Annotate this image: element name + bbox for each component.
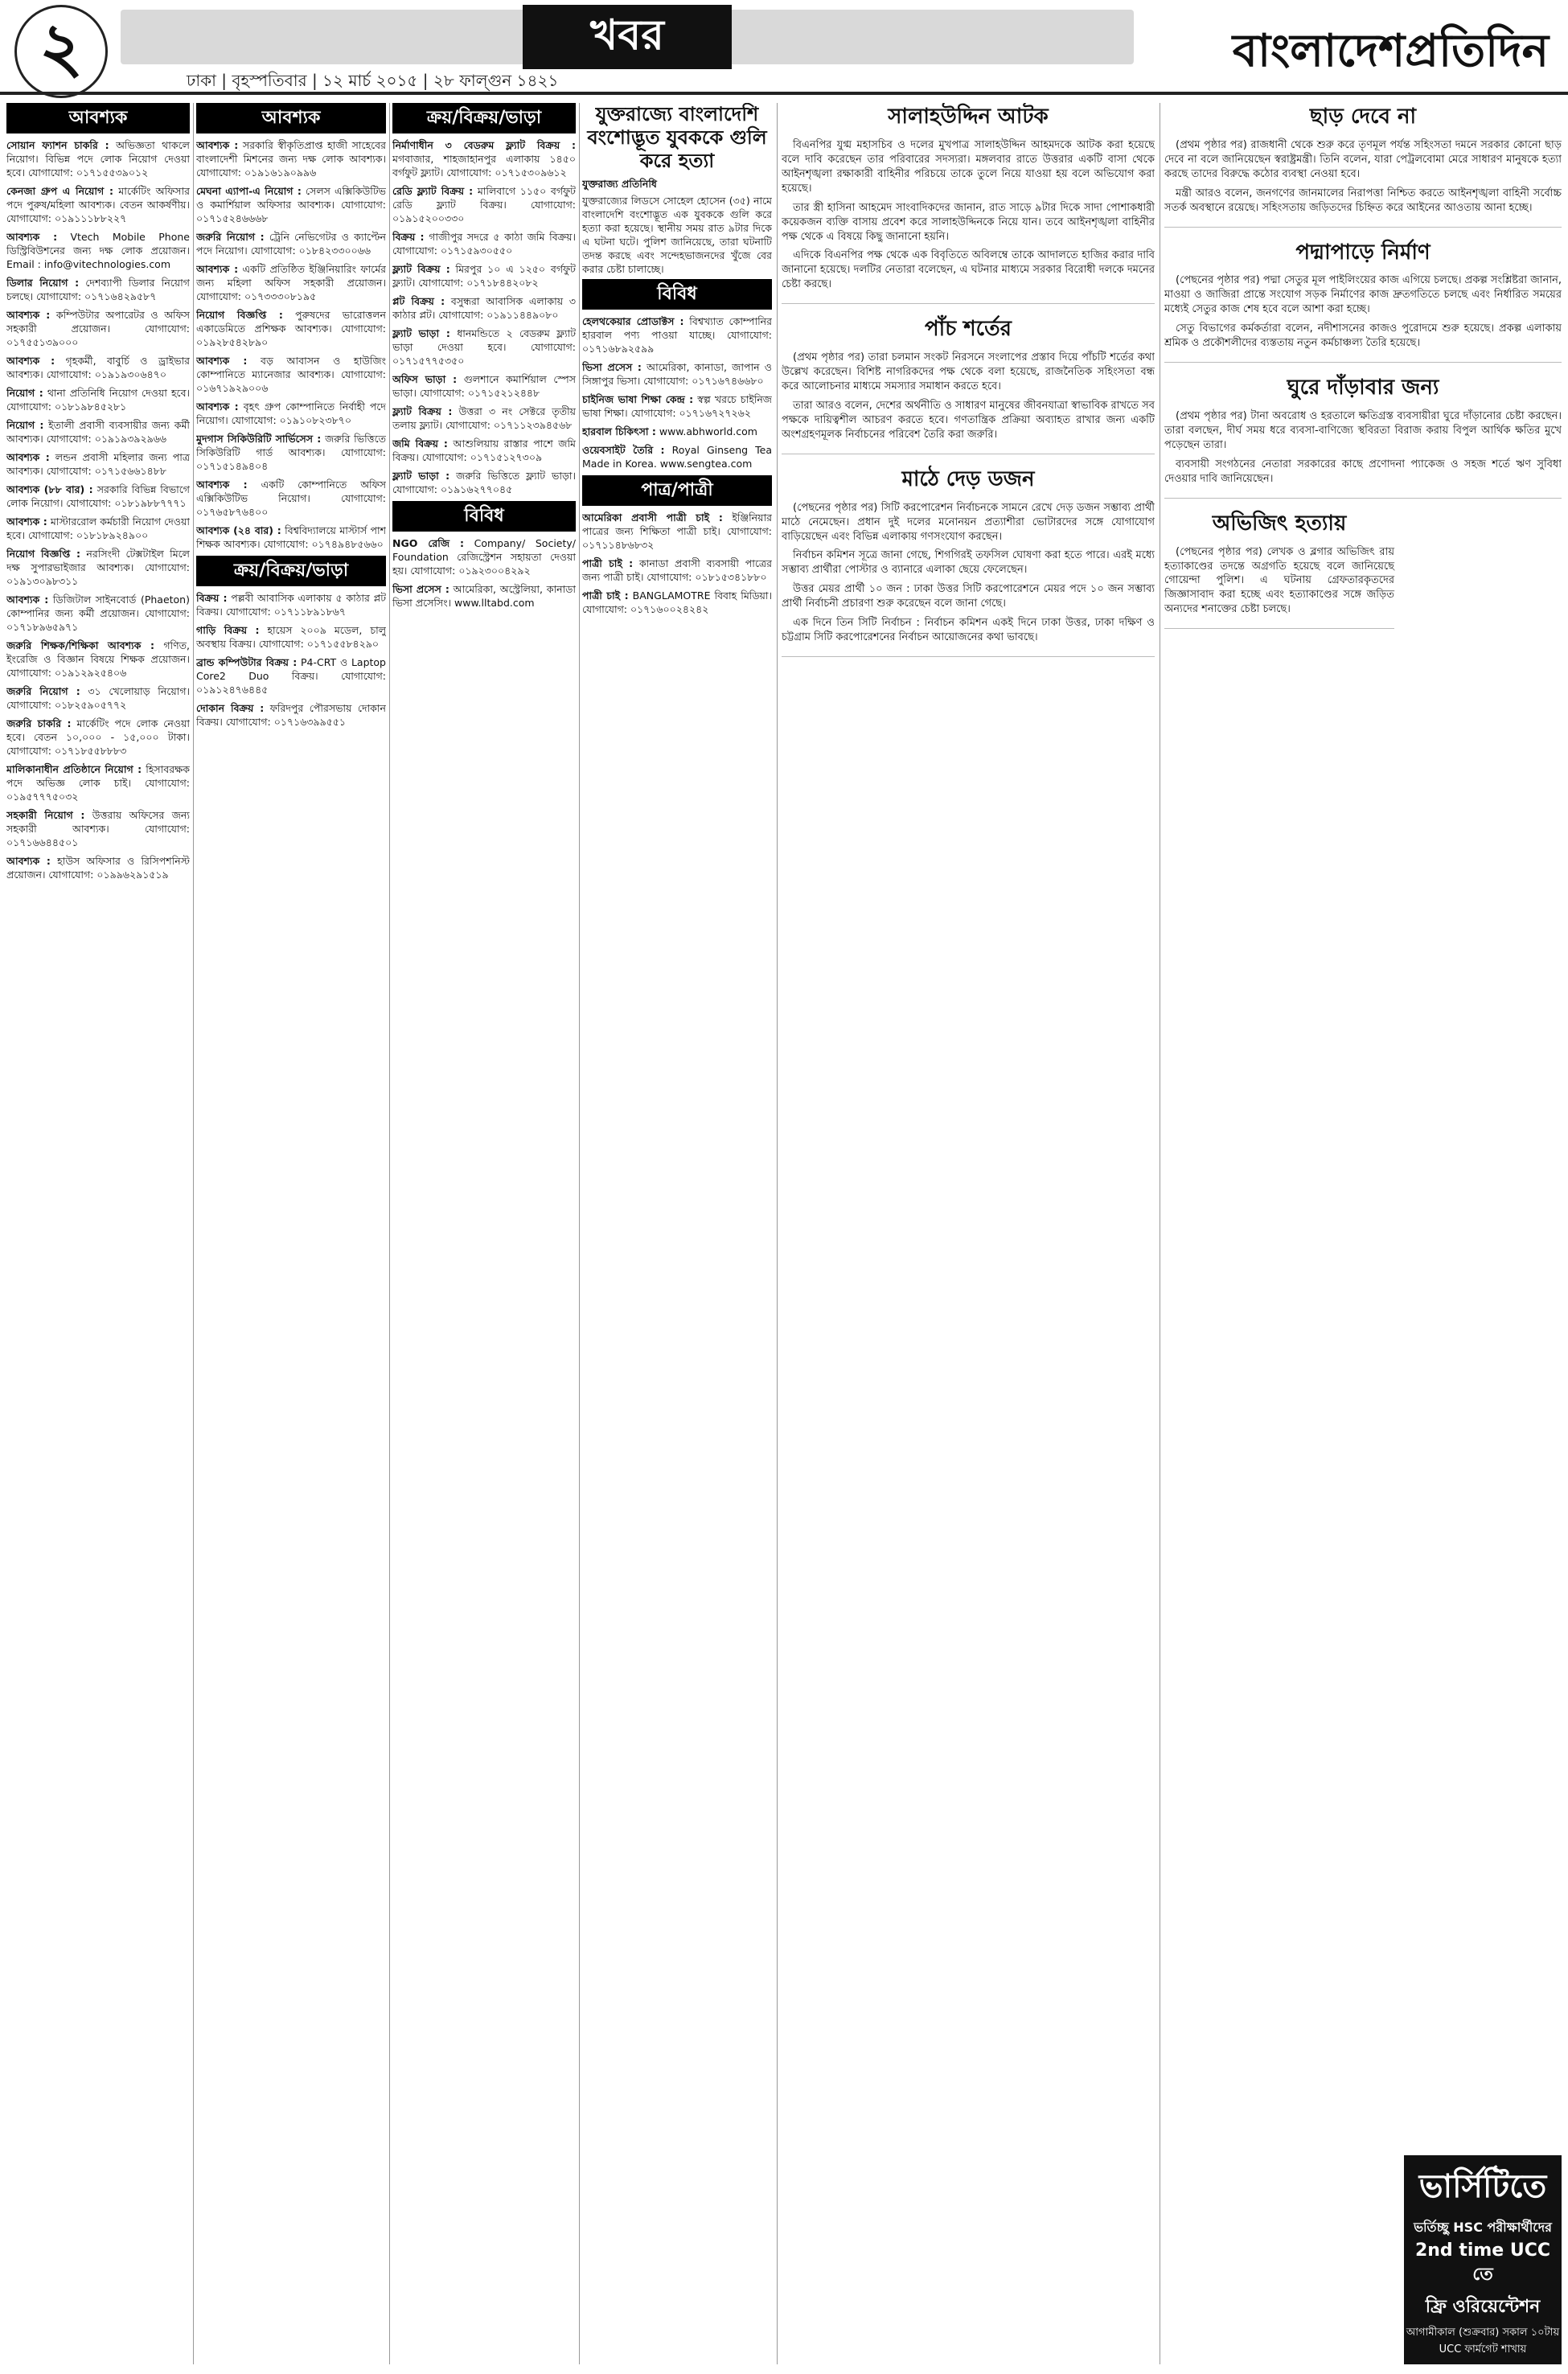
- classified-column-4: [582, 103, 772, 2364]
- promo-line: ভার্সিটিতে: [1418, 2168, 1547, 2206]
- story-paragraph: সেতু বিভাগের কর্মকর্তারা বলেন, নদীশাসনের কাজও পুরোদমে শুরু হয়েছে। প্রকল্প এলাকায় শ্রমিক ও প্রকৌশলীদের ব্যস্ততায় নতুন কর্মচাঞ্চল্য তৈরি হয়েছে।: [1164, 322, 1562, 350]
- column-divider: [579, 103, 580, 2364]
- column-divider: [389, 103, 390, 2364]
- story-headline: পদ্মাপাড়ে নির্মাণ: [1295, 240, 1430, 265]
- classified-ad: প্লট বিক্রয় : বসুন্ধরা আবাসিক এলাকায় ৩ কাঠার প্লট। যোগাযোগ: ০১৯১১৪৪৯০৮০: [392, 294, 576, 321]
- classified-ad: আবশ্যক : গৃহকর্মী, বাবুর্চি ও ড্রাইভার আবশ্যক। যোগাযোগ: ০১৯১৯৩০৬৪৭০: [6, 354, 190, 380]
- story-paragraph: নির্বাচন কমিশন সূত্রে জানা গেছে, শিগগিরই তফসিল ঘোষণা করা হতে পারে। এরই মধ্যে সম্ভাব্য প্রার্থীরা পোস্টার ও ব্যানারে এলাকা ছেয়ে ফেলেছেন।: [782, 549, 1155, 577]
- news-story: [782, 103, 1155, 304]
- story-paragraph: (পেছনের পৃষ্ঠার পর) লেখক ও ব্লগার অভিজিৎ রায় হত্যাকাণ্ডের তদন্তে অগ্রগতি হয়েছে বলে জানিয়েছে গোয়েন্দা পুলিশ। এ ঘটনায় গ্রেফতারকৃতদের জিজ্ঞাসাবাদ করা হচ্ছে এবং হত্যাকাণ্ডের সঙ্গে জড়িত অন্যদের শনাক্তের চেষ্টা চলছে।: [1164, 545, 1394, 616]
- masthead: [0, 0, 1568, 90]
- classified-ad: জরুরি নিয়োগ : ৩১ খেলোয়াড় নিয়োগ। যোগাযোগ: ০১৮২৫৯০৫৭৭২: [6, 684, 190, 711]
- classified-ad: আবশ্যক (২৪ বার) : বিশ্ববিদ্যালয়ে মাস্টার্স পাশ শিক্ষক আবশ্যক। যোগাযোগ: ০১৭৪৯৪৮৫৬৬০: [196, 524, 386, 550]
- story-headline: ছাড় দেবে না: [1309, 105, 1417, 129]
- section-band: [121, 10, 1134, 64]
- news-story: [782, 466, 1155, 657]
- dateline: ঢাকা | বৃহস্পতিবার | ১২ মার্চ ২০১৫ | ২৮ ফাল্গুন ১৪২১: [187, 71, 559, 90]
- classified-ad: পাত্রী চাই : BANGLAMOTRE বিবাহ মিডিয়া। যোগাযোগ: ০১৭১৬০০২৪২৪২: [582, 589, 772, 616]
- classified-ad: নিয়োগ বিজ্ঞপ্তি : পুরুষদের ভারোত্তলন একাডেমিতে প্রশিক্ষক আবশ্যক। যোগাযোগ: ০১৯২৮৫৪২৮৯০: [196, 308, 386, 348]
- classified-ad: নির্মাণাধীন ৩ বেডরুম ফ্ল্যাট বিক্রয় : মগবাজার, শাহজাহানপুর এলাকায় ১৪৫০ বর্গফুট ফ্ল্যাট। যোগাযোগ: ০১৭১৫৩০৯৬১২: [392, 138, 576, 179]
- classified-ad: NGO রেজি : Company/ Society/ Foundation রেজিস্ট্রেশন সহায়তা দেওয়া হয়। যোগাযোগ: ০১৯২৩০০৪২৯২: [392, 536, 576, 577]
- ad-list: [582, 314, 772, 470]
- section-header: ক্রয়/বিক্রয়/ভাড়া: [196, 556, 386, 586]
- story-paragraph: উত্তর মেয়র প্রার্থী ১০ জন : ঢাকা উত্তর সিটি করপোরেশনে মেয়র পদে ১০ জন সম্ভাব্য প্রার্থী নির্বাচনী প্রচারণা শুরু করেছেন বলে জানা গেছে।: [782, 583, 1155, 610]
- classified-column-2: [196, 103, 386, 2364]
- classified-ad: চাইনিজ ভাষা শিক্ষা কেন্দ্র : স্বল্প খরচে চাইনিজ ভাষা শিক্ষা। যোগাযোগ: ০১৭১৬৭২৭২৬২: [582, 393, 772, 420]
- classified-ad: ব্রান্ড কম্পিউটার বিক্রয় : P4-CRT ও Laptop Core2 Duo বিক্রয়। যোগাযোগ: ০১৯১২৪৭৬৪৪৫: [196, 655, 386, 696]
- promo-advertisement: [1404, 2155, 1562, 2364]
- classified-ad: আবশ্যক : একটি কোম্পানিতে অফিস এক্সিকিউটিভ নিয়োগ। যোগাযোগ: ০১৭৬৫৮৭৬৪০০: [196, 478, 386, 518]
- classified-ad: মালিকানাধীন প্রতিষ্ঠানে নিয়োগ : হিসাবরক্ষক পদে অভিজ্ঞ লোক চাই। যোগাযোগ: ০১৯৫৭৭৭৫০৩২: [6, 762, 190, 803]
- classified-ad: সোয়ান ফ্যাশন চাকরি : অভিজ্ঞতা থাকলে নিয়োগ। বিভিন্ন পদে লোক নিয়োগ দেওয়া হবে। যোগাযোগ: ০১৭১৫৫৩৯০১২: [6, 138, 190, 179]
- story-body: [782, 351, 1155, 442]
- classified-ad: ডিলার নিয়োগ : দেশব্যাপী ডিলার নিয়োগ চলছে। যোগাযোগ: ০১৭১৬৪২৯৫৮৭: [6, 276, 190, 302]
- classified-ad: জরুরি নিয়োগ : ট্রেনি নেভিগেটর ও ক্যাপ্টেন পদে নিয়োগ। যোগাযোগ: ০১৮৪২৩৩০০৬৬: [196, 230, 386, 257]
- classified-ad: আবশ্যক : ডিজিটাল সাইনবোর্ড (Phaeton) কোম্পানির জন্য কর্মী প্রয়োজন। যোগাযোগ: ০১৭১৮৯৬৫৯৭১: [6, 593, 190, 633]
- news-headline: যুক্তরাজ্যে বাংলাদেশি বংশোদ্ভূত যুবককে গুলি করে হত্যা: [587, 103, 767, 172]
- promo-line: ভর্তিচ্ছু HSC পরীক্ষার্থীদের: [1414, 2219, 1552, 2235]
- ad-list: [392, 138, 576, 496]
- story-paragraph: তার স্ত্রী হাসিনা আহমেদ সাংবাদিকদের জানান, রাত সাড়ে ৯টার দিকে সাদা পোশাকধারী কয়েকজন ব্যক্তি বাসায় প্রবেশ করে সালাহউদ্দিনকে নিয়ে যান। তবে আইনশৃঙ্খলা বাহিনীর পক্ষ থেকে এ বিষয়ে কিছু জানানো হয়নি।: [782, 201, 1155, 243]
- classified-column-3: [392, 103, 576, 2364]
- classified-ad: আবশ্যক : Vtech Mobile Phone ডিস্ট্রিবিউশনের জন্য দক্ষ লোক প্রয়োজন। Email : info@vitechnologies.com: [6, 230, 190, 270]
- section-header: আবশ্যক: [196, 103, 386, 133]
- ad-list: [582, 511, 772, 616]
- story-body: [1164, 545, 1394, 618]
- column-divider: [193, 103, 194, 2364]
- section-title: খবর: [523, 5, 732, 69]
- classified-ad: আবশ্যক (৮৮ বার) : সরকারি বিভিন্ন বিভাগে লোক নিয়োগ। যোগাযোগ: ০১৮১৯৮৮৭৭৭১: [6, 483, 190, 509]
- classified-ad: আবশ্যক : হাউস অফিসার ও রিসিপশনিস্ট প্রয়োজন। যোগাযোগ: ০১৯৯৬২৯১৫১৯: [6, 854, 190, 881]
- story-paragraph: (পেছনের পৃষ্ঠার পর) পদ্মা সেতুর মূল পাইলিংয়ের কাজ এগিয়ে চলছে। প্রকল্প সংশ্লিষ্টরা জানান, মাওয়া ও জাজিরা প্রান্তে সংযোগ সড়ক নির্মাণের কাজ দ্রুতগতিতে চলছে এবং নির্ধারিত সময়ের মধ্যেই সেতুর কাজ শেষ হবে বলে আশা করা হচ্ছে।: [1164, 274, 1562, 316]
- story-body: [782, 501, 1155, 645]
- page-number: ২: [14, 5, 108, 98]
- classified-ad: রেডি ফ্ল্যাট বিক্রয় : মালিবাগে ১১৫০ বর্গফুট রেডি ফ্ল্যাট বিক্রয়। যোগাযোগ: ০১৯১৫২০০৩৩০: [392, 184, 576, 224]
- classified-ad: কেনজা গ্রুপ এ নিয়োগ : মার্কেটিং অফিসার পদে পুরুষ/মহিলা আবশ্যক। বেতন আকর্ষণীয়। যোগাযোগ: ০১৯১১১৮৮২২৭: [6, 184, 190, 224]
- classified-ad: ফ্ল্যাট বিক্রয় : মিরপুর ১০ এ ১২৫০ বর্গফুট ফ্ল্যাট। যোগাযোগ: ০১৭১৮৪৪২০৮২: [392, 262, 576, 289]
- classified-ad: ফ্ল্যাট ভাড়া : জরুরি ভিত্তিতে ফ্ল্যাট ভাড়া। যোগাযোগ: ০১৯১৬২৭৭০৪৫: [392, 469, 576, 495]
- story-paragraph: (পেছনের পৃষ্ঠার পর) সিটি করপোরেশন নির্বাচনকে সামনে রেখে দেড় ডজন সম্ভাব্য প্রার্থী মাঠে নেমেছেন। প্রধান দুই দলের মনোনয়ন প্রত্যাশীরা ভোটারদের সঙ্গে যোগাযোগ বাড়িয়েছেন এবং বিভিন্ন এলাকায় গণসংযোগ করছেন।: [782, 501, 1155, 543]
- story-body: [782, 138, 1155, 292]
- newspaper-brand: বাংলাদেশপ্রতিদিন: [1232, 24, 1549, 77]
- news-story: [1164, 510, 1394, 630]
- story-headline: মাঠে দেড় ডজন: [901, 466, 1035, 491]
- ad-list: [196, 138, 386, 551]
- section-header: ক্রয়/বিক্রয়/ভাড়া: [392, 103, 576, 133]
- classified-ad: আমেরিকা প্রবাসী পাত্রী চাই : ইঞ্জিনিয়ার পাত্রের জন্য শিক্ষিতা পাত্রী চাই। যোগাযোগ: ০১৭১১৪৮৬৮৩২: [582, 511, 772, 552]
- classified-ad: আবশ্যক : একটি প্রতিষ্ঠিত ইঞ্জিনিয়ারিং ফার্মের জন্য মহিলা অফিস সহকারী প্রয়োজন। যোগাযোগ: ০১৭৩৩৩০৮১৯৫: [196, 262, 386, 302]
- story-paragraph: তারা আরও বলেন, দেশের অর্থনীতি ও সাধারণ মানুষের জীবনযাত্রা স্বাভাবিক রাখতে সব পক্ষকে দায়িত্বশীল আচরণ করতে হবে। গণতান্ত্রিক প্রক্রিয়া অব্যাহত রাখার জন্য একটি অংশগ্রহণমূলক নির্বাচনের পরিবেশ তৈরি করা জরুরি।: [782, 399, 1155, 441]
- classified-ad: আবশ্যক : কম্পিউটার অপারেটর ও অফিস সহকারী প্রয়োজন। যোগাযোগ: ০১৭৫৫১৩৯০০০: [6, 308, 190, 348]
- classified-ad: মেঘনা এ্যাপা-এ নিয়োগ : সেলস এক্সিকিউটিভ ও কমার্শিয়াল অফিসার আবশ্যক। যোগাযোগ: ০১৭১৫২৪৬৬৬৮: [196, 184, 386, 224]
- story-body: [1164, 409, 1562, 487]
- story-paragraph: মন্ত্রী আরও বলেন, জনগণের জানমালের নিরাপত্তা নিশ্চিত করতে আইনশৃঙ্খলা বাহিনী সর্বোচ্চ সতর্ক অবস্থানে রয়েছে। সহিংসতায় জড়িতদের চিহ্নিত করে আইনের আওতায় আনা হচ্ছে।: [1164, 187, 1562, 214]
- classified-ad: আবশ্যক : সরকারি স্বীকৃতিপ্রাপ্ত হাজী সাহেবের বাংলাদেশী মিশনের জন্য দক্ষ লোক আবশ্যক। যোগাযোগ: ০১৯১৬১৯০৯৯৬: [196, 138, 386, 179]
- classified-ad: অফিস ভাড়া : গুলশানে কমার্শিয়াল স্পেস ভাড়া। যোগাযোগ: ০১৭১৫২১২৪৪৮: [392, 372, 576, 399]
- story-paragraph: ব্যবসায়ী সংগঠনের নেতারা সরকারের কাছে প্রণোদনা প্যাকেজ ও সহজ শর্তে ঋণ সুবিধা দেওয়ার দাবি জানিয়েছেন।: [1164, 458, 1562, 485]
- classified-ad: ফ্ল্যাট ভাড়া : ধানমন্ডিতে ২ বেডরুম ফ্ল্যাট ভাড়া দেওয়া হবে। যোগাযোগ: ০১৭১৫৭৭৫৩৫০: [392, 327, 576, 367]
- masthead-rule: [0, 92, 1568, 95]
- classified-ad: মুদগাস সিকিউরিটি সার্ভিসেস : জরুরি ভিত্তিতে সিকিউরিটি গার্ড আবশ্যক। যোগাযোগ: ০১৭১৫১৪৯৪০৪: [196, 432, 386, 472]
- news-column-2: [1164, 103, 1562, 640]
- classified-ad: নিয়োগ বিজ্ঞপ্তি : নরসিংদী টেক্সটাইল মিলে দক্ষ সুপারভাইজার আবশ্যক। যোগাযোগ: ০১৯১৩০৯৮৩১১: [6, 547, 190, 587]
- classified-ad: আবশ্যক : লন্ডন প্রবাসী মহিলার জন্য পাত্র আবশ্যক। যোগাযোগ: ০১৭১৫৬৬১৪৮৮: [6, 450, 190, 477]
- classified-ad: নিয়োগ : ইতালী প্রবাসী ব্যবসায়ীর জন্য কর্মী আবশ্যক। যোগাযোগ: ০১৯১৯৩৯২৯৬৬: [6, 418, 190, 445]
- classified-ad: আবশ্যক : মাস্টাররোল কর্মচারী নিয়োগ দেওয়া হবে। যোগাযোগ: ০১৮১৮৯২৪৯০০: [6, 515, 190, 541]
- classified-ad: হেলথকেয়ার প্রোডাক্টস : বিশ্বখ্যাত কোম্পানির হারবাল পণ্য পাওয়া যাচ্ছে। যোগাযোগ: ০১৭১৬৮৯২৫৯৯: [582, 315, 772, 355]
- story-paragraph: (প্রথম পৃষ্ঠার পর) তারা চলমান সংকট নিরসনে সংলাপের প্রস্তাব দিয়ে পাঁচটি শর্তের কথা উল্লেখ করেছেন। বিশিষ্ট নাগরিকদের পক্ষ থেকে বলা হয়েছে, রাজনৈতিক সহিংসতা বন্ধ করে আলোচনার মাধ্যমে সমস্যার সমাধান করতে হবে।: [782, 351, 1155, 392]
- section-header: বিবিধ: [582, 279, 772, 310]
- story-headline: সালাহউদ্দিন আটক: [888, 105, 1049, 129]
- classified-ad: ফ্ল্যাট বিক্রয় : উত্তরা ৩ নং সেক্টরে তৃতীয় তলায় ফ্ল্যাট। যোগাযোগ: ০১৭১১২৩৯৪৫৬৮: [392, 405, 576, 431]
- news-story: [1164, 374, 1562, 499]
- classified-column-1: [6, 103, 190, 2364]
- classified-ad: পাত্রী চাই : কানাডা প্রবাসী ব্যবসায়ী পাত্রের জন্য পাত্রী চাই। যোগাযোগ: ০১৮১৫৩৪১৮৮০: [582, 557, 772, 584]
- classified-ad: ভিসা প্রসেস : আমেরিকা, অস্ট্রেলিয়া, কানাডা ভিসা প্রসেসিং। www.lltabd.com: [392, 582, 576, 609]
- classified-ad: সহকারী নিয়োগ : উত্তরায় অফিসের জন্য সহকারী আবশ্যক। যোগাযোগ: ০১৭১৬৬৪৪৫০১: [6, 808, 190, 848]
- news-story: [1164, 239, 1562, 363]
- classified-ad: বিক্রয় : গাজীপুর সদরে ৫ কাঠা জমি বিক্রয়। যোগাযোগ: ০১৭১৫৯৩০৫৫০: [392, 230, 576, 257]
- news-body: যুক্তরাজ্যের লিডসে সোহেল হোসেন (৩৫) নামে বাংলাদেশি বংশোদ্ভূত এক যুবককে গুলি করে হত্যা করা হয়েছে। স্থানীয় সময় রাত ৯টার দিকে এ ঘটনা ঘটে। পুলিশ জানিয়েছে, তারা ঘটনাটি তদন্ত করছে এবং সন্দেহভাজনদের খুঁজে বের করার চেষ্টা চালাচ্ছে।: [582, 195, 772, 276]
- classified-ad: ভিসা প্রসেস : আমেরিকা, কানাডা, জাপান ও সিঙ্গাপুর ভিসা। যোগাযোগ: ০১৭১৬৭৪৬৬৮০: [582, 361, 772, 388]
- news-column-1: [782, 103, 1155, 668]
- promo-line: 2nd time UCC তে: [1414, 2241, 1551, 2286]
- byline: যুক্তরাজ্য প্রতিনিধি: [582, 178, 657, 191]
- classified-ad: আবশ্যক : বড় আবাসন ও হাউজিং কোম্পানিতে ম্যানেজার আবশ্যক। যোগাযোগ: ০১৬৭১৯২৯০০৬: [196, 354, 386, 394]
- story-headline: পাঁচ শর্তের: [925, 317, 1012, 342]
- classified-ad: গাড়ি বিক্রয় : হায়েস ২০০৯ মডেল, চালু অবস্থায় বিক্রয়। যোগাযোগ: ০১৭১৫৫৮৪২৯০: [196, 623, 386, 650]
- story-headline: অভিজিৎ হত্যায়: [1212, 511, 1347, 536]
- ad-list: [6, 138, 190, 881]
- promo-line: ফ্রি ওরিয়েন্টেশন: [1425, 2297, 1541, 2318]
- classified-ad: ওয়েবসাইট তৈরি : Royal Ginseng Tea Made in Korea. www.sengtea.com: [582, 444, 772, 470]
- section-header: আবশ্যক: [6, 103, 190, 133]
- classified-ad: জরুরি চাকরি : মার্কেটিং পদে লোক নেওয়া হবে। বেতন ১০,০০০ - ১৫,০০০ টাকা। যোগাযোগ: ০১৭১৮৫৫৮৮৮৩: [6, 717, 190, 757]
- news-story: [1164, 103, 1562, 228]
- story-headline: ঘুরে দাঁড়াবার জন্য: [1287, 376, 1439, 400]
- classified-ad: জমি বিক্রয় : আশুলিয়ায় রাস্তার পাশে জমি বিক্রয়। যোগাযোগ: ০১৭১৫১২৭৩০৯: [392, 437, 576, 463]
- story-paragraph: বিএনপির যুগ্ম মহাসচিব ও দলের মুখপাত্র সালাহউদ্দিন আহমদকে আটক করা হয়েছে বলে দাবি করেছেন তার পরিবারের সদস্যরা। মঙ্গলবার রাতে উত্তরার একটি বাসা থেকে আইনশৃঙ্খলা রক্ষাকারী বাহিনীর পরিচয়ে তাকে তুলে নিয়ে যাওয়া হয় বলে অভিযোগ করা হয়েছে।: [782, 138, 1155, 195]
- classified-ad: আবশ্যক : বৃহৎ গ্রুপ কোম্পানিতে নির্বাহী পদে নিয়োগ। যোগাযোগ: ০১৯১০৮২৩৮৭০: [196, 400, 386, 426]
- classified-ad: নিয়োগ : থানা প্রতিনিধি নিয়োগ দেওয়া হবে। যোগাযোগ: ০১৮১৯৮৪৫২৮১: [6, 386, 190, 413]
- section-header: পাত্র/পাত্রী: [582, 475, 772, 506]
- section-header: বিবিধ: [392, 501, 576, 532]
- story-paragraph: (প্রথম পৃষ্ঠার পর) রাজধানী থেকে শুরু করে তৃণমূল পর্যন্ত সহিংসতা দমনে সরকার কোনো ছাড় দেবে না বলে জানিয়েছেন স্বরাষ্ট্রমন্ত্রী। তিনি বলেন, যারা পেট্রলবোমা মেরে সাধারণ মানুষকে হত্যা করছে তাদের বিরুদ্ধে কঠোর ব্যবস্থা নেওয়া হবে।: [1164, 138, 1562, 180]
- classified-ad: দোকান বিক্রয় : ফরিদপুর পৌরসভায় দোকান বিক্রয়। যোগাযোগ: ০১৭১৬৩৯৯৫৫১: [196, 701, 386, 728]
- column-divider: [777, 103, 778, 2364]
- ad-list: [392, 536, 576, 610]
- classified-ad: হারবাল চিকিৎসা : www.abhworld.com: [582, 425, 757, 438]
- story-body: [1164, 138, 1562, 216]
- classified-ad: বিক্রয় : পল্লবী আবাসিক এলাকায় ৫ কাঠার প্লট বিক্রয়। যোগাযোগ: ০১৭১১৮৯১৮৬৭: [196, 591, 386, 618]
- story-body: [1164, 273, 1562, 351]
- story-paragraph: (প্রথম পৃষ্ঠার পর) টানা অবরোধ ও হরতালে ক্ষতিগ্রস্ত ব্যবসায়ীরা ঘুরে দাঁড়ানোর চেষ্টা করছেন। তারা বলছেন, দীর্ঘ সময় ধরে ব্যবসা-বাণিজ্যে স্থবিরতা বিরাজ করায় বিপুল আর্থিক ক্ষতির মুখে পড়েছেন তারা।: [1164, 410, 1562, 451]
- news-story: [782, 315, 1155, 454]
- promo-line: আগামীকাল (শুক্রবার) সকাল ১০টায় UCC ফার্মগেট শাখায়: [1406, 2326, 1560, 2356]
- classified-ad: জরুরি শিক্ষক/শিক্ষিকা আবশ্যক : গণিত, ইংরেজি ও বিজ্ঞান বিষয়ে শিক্ষক প্রয়োজন। যোগাযোগ: ০১৯১২৯২৫৪০৬: [6, 639, 190, 679]
- story-paragraph: এক দিনে তিন সিটি নির্বাচন : নির্বাচন কমিশন একই দিনে ঢাকা উত্তর, ঢাকা দক্ষিণ ও চট্টগ্রাম সিটি করপোরেশনের নির্বাচন আয়োজনের কথা ভাবছে।: [782, 617, 1155, 644]
- ad-list: [196, 591, 386, 729]
- story-paragraph: এদিকে বিএনপির পক্ষ থেকে এক বিবৃতিতে অবিলম্বে তাকে আদালতে হাজির করার দাবি জানানো হয়েছে। দলটির নেতারা বলেছেন, এ ঘটনার মাধ্যমে সরকার বিরোধী দলকে দমনের চেষ্টা করছে।: [782, 249, 1155, 291]
